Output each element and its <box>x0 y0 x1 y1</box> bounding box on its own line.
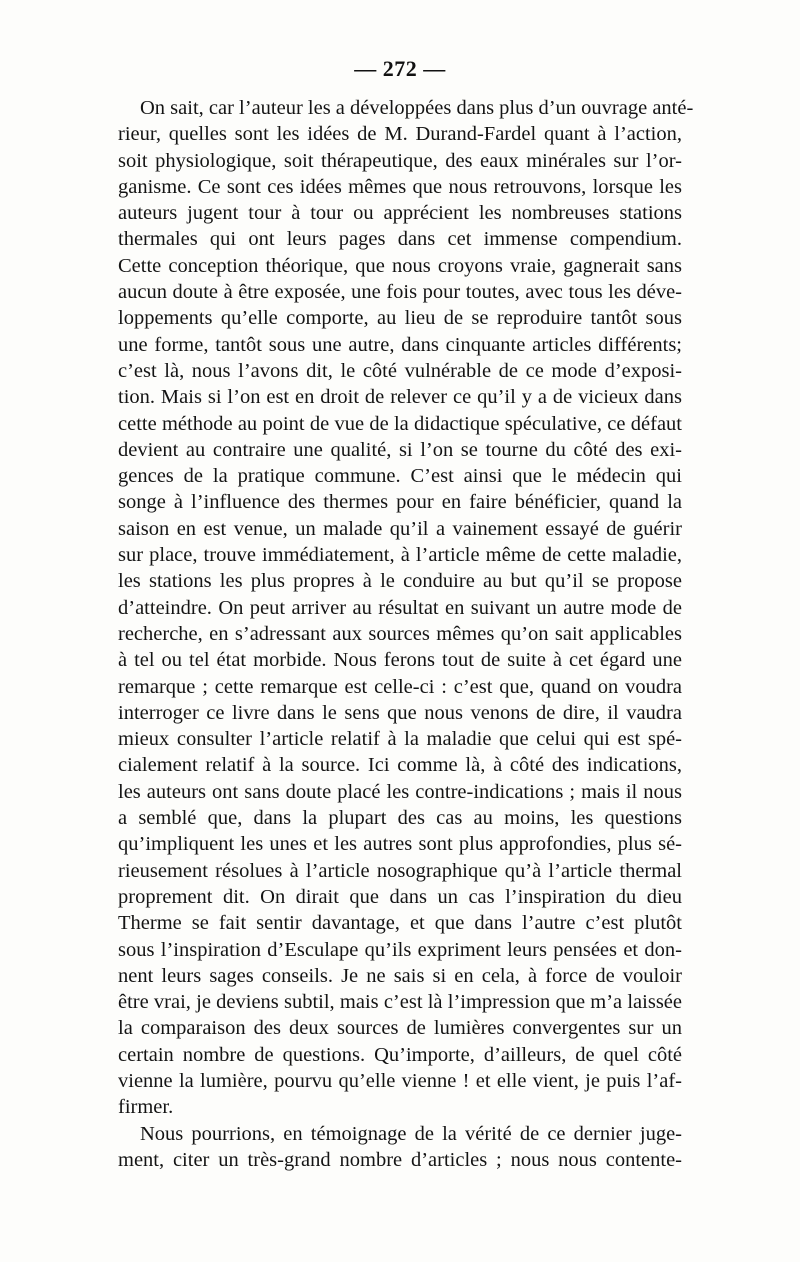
text-line: vienne la lumière, pourvu qu’elle vienne ! et elle vient, je puis l’af- <box>118 1069 682 1092</box>
text-line: tion. Mais si l’on est en droit de relever ce qu’il y a de vicieux dans <box>118 386 682 409</box>
text-line: Cette conception théorique, que nous croyons vraie, gagnerait sans <box>118 254 682 277</box>
text-line: devient au contraire une qualité, si l’on se tourne du côté des exi- <box>118 438 682 461</box>
text-line: rieur, quelles sont les idées de M. Durand-Fardel quant à l’action, <box>118 123 682 146</box>
text-line: les stations les plus propres à le conduire au but qu’il se propose <box>118 570 682 593</box>
text-line: songe à l’influence des thermes pour en faire bénéficier, quand la <box>118 491 682 514</box>
text-line: cialement relatif à la source. Ici comme là, à côté des indications, <box>118 754 682 777</box>
text-line: être vrai, je deviens subtil, mais c’est là l’impression que m’a laissée <box>118 991 682 1014</box>
text-line: auteurs jugent tour à tour ou apprécient les nombreuses stations <box>118 202 682 225</box>
text-line: thermales qui ont leurs pages dans cet immense compendium. <box>118 228 682 251</box>
text-line: soit physiologique, soit thérapeutique, des eaux minérales sur l’or- <box>118 149 682 172</box>
text-line: remarque ; cette remarque est celle-ci : c’est que, quand on voudra <box>118 675 682 698</box>
text-line: proprement dit. On dirait que dans un cas l’inspiration du dieu <box>118 885 682 908</box>
text-line: une forme, tantôt sous une autre, dans cinquante articles différents; <box>118 333 682 356</box>
text-line: d’atteindre. On peut arriver au résultat en suivant un autre mode de <box>118 596 682 619</box>
text-line: saison en est venue, un malade qu’il a vainement essayé de guérir <box>118 517 682 540</box>
paragraph-2 <box>118 1121 682 1174</box>
text-line: mieux consulter l’article relatif à la maladie que celui qui est spé- <box>118 728 682 751</box>
text-line: gences de la pratique commune. C’est ainsi que le médecin qui <box>118 465 682 488</box>
text-line: sous l’inspiration d’Esculape qu’ils expriment leurs pensées et don- <box>118 938 682 961</box>
text-line: recherche, en s’adressant aux sources mêmes qu’on sait applicables <box>118 622 682 645</box>
text-line: certain nombre de questions. Qu’importe, d’ailleurs, de quel côté <box>118 1043 682 1066</box>
text-line: ganisme. Ce sont ces idées mêmes que nous retrouvons, lorsque les <box>118 175 682 198</box>
text-line: qu’impliquent les unes et les autres sont plus approfondies, plus sé- <box>118 833 682 856</box>
text-line: On sait, car l’auteur les a développées dans plus d’un ouvrage anté- <box>140 97 694 119</box>
text-line: aucun doute à être exposée, une fois pour toutes, avec tous les déve- <box>118 281 682 304</box>
text-line: la comparaison des deux sources de lumières convergentes sur un <box>118 1017 682 1040</box>
body-text <box>118 95 694 1173</box>
text-line: les auteurs ont sans doute placé les contre-indications ; mais il nous <box>118 780 682 803</box>
text-line: rieusement résolues à l’article nosographique qu’à l’article thermal <box>118 859 682 882</box>
text-line: c’est là, nous l’avons dit, le côté vulnérable de ce mode d’exposi- <box>118 359 682 382</box>
text-line: a semblé que, dans la plupart des cas au moins, les questions <box>118 807 682 830</box>
text-line: loppements qu’elle comporte, au lieu de se reproduire tantôt sous <box>118 307 682 330</box>
text-line: sur place, trouve immédiatement, à l’article même de cette maladie, <box>118 544 682 567</box>
text-line: Therme se fait sentir davantage, et que dans l’autre c’est plutôt <box>118 912 682 935</box>
text-line: firmer. <box>118 1096 174 1119</box>
text-line: ment, citer un très-grand nombre d’articles ; nous nous contente- <box>118 1148 682 1171</box>
text-line: à tel ou tel état morbide. Nous ferons tout de suite à cet égard une <box>118 649 682 672</box>
text-line: Nous pourrions, en témoignage de la vérité de ce dernier juge- <box>140 1122 682 1145</box>
text-line: cette méthode au point de vue de la didactique spéculative, ce défaut <box>118 412 682 435</box>
page-number: — 272 — <box>354 56 446 81</box>
text-line: nent leurs sages conseils. Je ne sais si en cela, à force de vouloir <box>118 964 682 987</box>
paragraph-1 <box>118 95 694 1121</box>
text-line: interroger ce livre dans le sens que nous venons de dire, il vaudra <box>118 701 682 724</box>
